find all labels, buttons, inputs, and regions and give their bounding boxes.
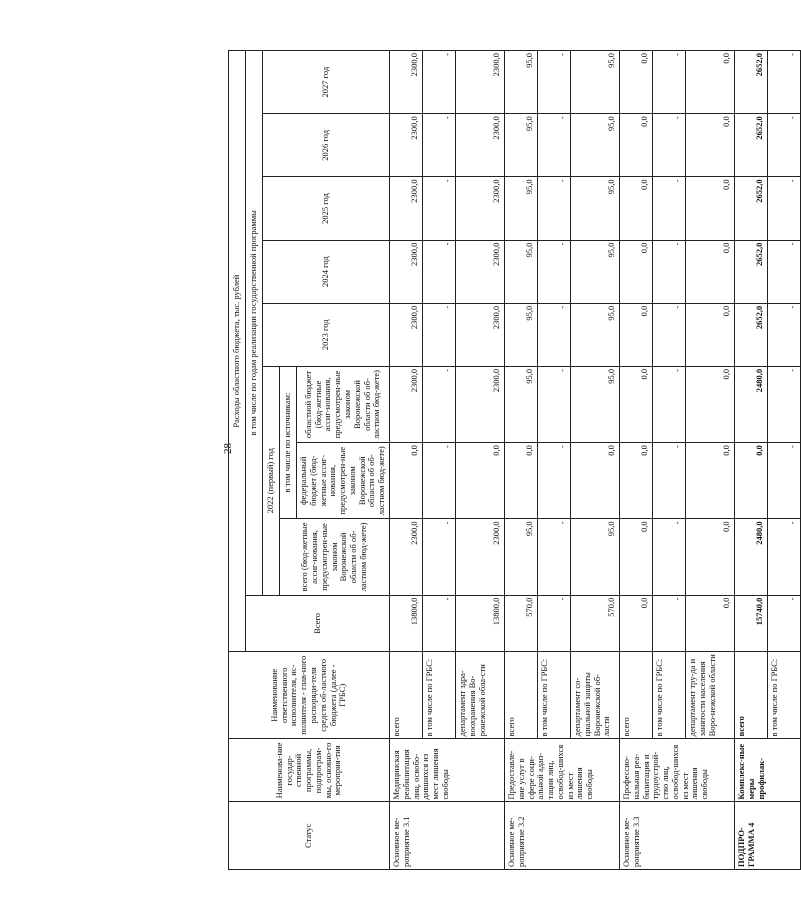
row-executor: департамент здра-воохранения Во-ронежской обла-сти	[456, 652, 505, 739]
cell-y26: -	[423, 114, 456, 177]
header-2024: 2024 год	[263, 240, 390, 303]
cell-reg: -	[768, 366, 801, 442]
cell-y24: 0,0	[620, 240, 653, 303]
row-executor: департамент тру-да и занятости населения Воро-нежской области	[686, 652, 735, 739]
cell-reg: 2480,0	[735, 366, 768, 442]
header-federal: федеральный бюджет (бюд-жетные ассиг-нования, предусмотрен-ные законом Воронежской области об об-ластном бюд-жете)	[297, 443, 390, 519]
cell-fed: 0,0	[571, 443, 620, 519]
row-program-name: Медицинская реабилитация лиц, освобо-дившихся из мест лишения свободы	[390, 739, 505, 802]
cell-y24: 2300,0	[456, 240, 505, 303]
cell-y27: -	[653, 51, 686, 114]
cell-total: -	[423, 595, 456, 652]
header-status: Статус	[229, 802, 390, 870]
cell-reg: 0,0	[686, 366, 735, 442]
cell-y26: -	[538, 114, 571, 177]
cell-t22: 95,0	[571, 519, 620, 595]
cell-y23: -	[768, 303, 801, 366]
cell-y25: -	[653, 177, 686, 240]
header-2023: 2023 год	[263, 303, 390, 366]
row-executor: департамент со-циальной защиты Воронежской об-ласти	[571, 652, 620, 739]
cell-y26: 0,0	[620, 114, 653, 177]
cell-t22: -	[768, 519, 801, 595]
cell-total: -	[768, 595, 801, 652]
row-status: Основное ме-роприятие 3.1	[390, 802, 505, 870]
cell-y25: -	[538, 177, 571, 240]
cell-y24: 0,0	[686, 240, 735, 303]
row-program-name: Профессио-нальная реа-билитация и трудоустрой-ство лиц, освобод-шихся из мест лишения свободы	[620, 739, 735, 802]
cell-y23: 0,0	[686, 303, 735, 366]
cell-y23: 2300,0	[390, 303, 423, 366]
cell-fed: 0,0	[456, 443, 505, 519]
header-executor: Наименование ответственного исполнителя, ис-полнителя - глав-ного распоряди-теля средств об-ластного бюджета (далее - ГРБС)	[229, 652, 390, 739]
row-executor: всего	[505, 652, 538, 739]
cell-y24: 2652,0	[735, 240, 768, 303]
header-by-sources: в том числе по источникам:	[280, 366, 297, 518]
row-program-name: Предоставле-ние услуг в сфере соци-альной адап-тации лиц, освобод-шихся из мест лишения свободы	[505, 739, 620, 802]
cell-t22: 0,0	[620, 519, 653, 595]
cell-y23: -	[538, 303, 571, 366]
header-total: Всего	[246, 595, 390, 652]
cell-total: 13800,0	[456, 595, 505, 652]
cell-fed: -	[538, 443, 571, 519]
header-total-budget: всего (бюд-жетные ассиг-нования, предусмотрен-ные законом Воронежской области об об-ластном бюд-жете)	[280, 519, 390, 595]
cell-y25: 0,0	[686, 177, 735, 240]
cell-y24: -	[768, 240, 801, 303]
cell-total: 13800,0	[390, 595, 423, 652]
cell-y27: 2300,0	[456, 51, 505, 114]
header-program-name: Наименова-ние государ-ственной программы, подпрограм-мы, основно-го мероприя-тия	[229, 739, 390, 802]
row-program-name: Комплекс-ные меры профилак-	[735, 739, 801, 802]
cell-y27: -	[423, 51, 456, 114]
cell-y25: 2652,0	[735, 177, 768, 240]
cell-total: 0,0	[686, 595, 735, 652]
cell-fed: 0,0	[505, 443, 538, 519]
cell-fed: 0,0	[620, 443, 653, 519]
cell-total: -	[538, 595, 571, 652]
cell-y26: 2652,0	[735, 114, 768, 177]
cell-y26: 0,0	[686, 114, 735, 177]
cell-y24: -	[423, 240, 456, 303]
cell-fed: -	[423, 443, 456, 519]
cell-reg: -	[538, 366, 571, 442]
header-2025: 2025 год	[263, 177, 390, 240]
cell-y27: 0,0	[620, 51, 653, 114]
cell-y26: 95,0	[505, 114, 538, 177]
row-executor: в том числе по ГРБС:	[768, 652, 801, 739]
cell-y26: 95,0	[571, 114, 620, 177]
cell-total: -	[653, 595, 686, 652]
cell-y25: -	[768, 177, 801, 240]
cell-y24: 2300,0	[390, 240, 423, 303]
cell-y27: 2652,0	[735, 51, 768, 114]
cell-y27: 2300,0	[390, 51, 423, 114]
table-body	[390, 51, 801, 870]
table-row	[505, 51, 538, 870]
cell-total: 570,0	[571, 595, 620, 652]
row-status: Основное ме-роприятие 3.2	[505, 802, 620, 870]
row-executor: в том числе по ГРБС:	[538, 652, 571, 739]
cell-y25: 95,0	[505, 177, 538, 240]
cell-reg: 95,0	[571, 366, 620, 442]
cell-y27: -	[768, 51, 801, 114]
cell-reg: 95,0	[505, 366, 538, 442]
cell-t22: 2480,0	[735, 519, 768, 595]
cell-y23: -	[423, 303, 456, 366]
cell-t22: 2300,0	[390, 519, 423, 595]
cell-fed: 0,0	[390, 443, 423, 519]
row-executor: всего	[735, 652, 768, 739]
cell-y27: 0,0	[686, 51, 735, 114]
header-expenses-title: Расходы областного бюджета, тыс. рублей	[229, 51, 246, 652]
page-number: 28	[222, 443, 234, 454]
cell-y27: -	[538, 51, 571, 114]
header-by-years: в том числе по годам реализации государственной программы	[246, 51, 263, 596]
header-2027: 2027 год	[263, 51, 390, 114]
cell-y23: -	[653, 303, 686, 366]
cell-y25: 95,0	[571, 177, 620, 240]
cell-y23: 2300,0	[456, 303, 505, 366]
cell-reg: 2300,0	[390, 366, 423, 442]
cell-y23: 95,0	[505, 303, 538, 366]
cell-y25: 2300,0	[390, 177, 423, 240]
cell-total: 0,0	[620, 595, 653, 652]
cell-y26: -	[653, 114, 686, 177]
cell-y27: 95,0	[505, 51, 538, 114]
cell-t22: -	[423, 519, 456, 595]
cell-y24: -	[653, 240, 686, 303]
row-executor: всего	[620, 652, 653, 739]
cell-y24: 95,0	[571, 240, 620, 303]
cell-y24: 95,0	[505, 240, 538, 303]
cell-y26: -	[768, 114, 801, 177]
table-row	[620, 51, 653, 870]
cell-t22: 0,0	[686, 519, 735, 595]
cell-y23: 95,0	[571, 303, 620, 366]
cell-y23: 0,0	[620, 303, 653, 366]
cell-t22: 2300,0	[456, 519, 505, 595]
cell-y27: 95,0	[571, 51, 620, 114]
cell-fed: 0,0	[735, 443, 768, 519]
cell-fed: -	[768, 443, 801, 519]
header-regional: областной бюджет (бюд-жетные ассиг-нования, предусмотрен-ные законом Воронежской области об об-ластном бюд-жете)	[297, 366, 390, 442]
cell-t22: -	[653, 519, 686, 595]
cell-y25: 2300,0	[456, 177, 505, 240]
header-2026: 2026 год	[263, 114, 390, 177]
cell-total: 570,0	[505, 595, 538, 652]
cell-t22: -	[538, 519, 571, 595]
cell-fed: -	[653, 443, 686, 519]
cell-fed: 0,0	[686, 443, 735, 519]
cell-y24: -	[538, 240, 571, 303]
row-executor: в том числе по ГРБС:	[653, 652, 686, 739]
cell-reg: 0,0	[620, 366, 653, 442]
cell-y26: 2300,0	[390, 114, 423, 177]
cell-reg: 2300,0	[456, 366, 505, 442]
table-row	[390, 51, 423, 870]
cell-total: 15740,0	[735, 595, 768, 652]
row-executor: в том числе по ГРБС:	[423, 652, 456, 739]
cell-y26: 2300,0	[456, 114, 505, 177]
cell-y25: 0,0	[620, 177, 653, 240]
cell-y25: -	[423, 177, 456, 240]
cell-t22: 95,0	[505, 519, 538, 595]
expenses-table	[228, 50, 801, 870]
table-row	[735, 51, 768, 870]
row-status: ПОДПРО-ГРАММА 4	[735, 802, 801, 870]
header-year-2022: 2022 (первый) год	[263, 366, 280, 595]
row-executor: всего	[390, 652, 423, 739]
cell-reg: -	[653, 366, 686, 442]
row-status: Основное ме-роприятие 3.3	[620, 802, 735, 870]
cell-reg: -	[423, 366, 456, 442]
rotated-page	[228, 50, 798, 870]
cell-y23: 2652,0	[735, 303, 768, 366]
